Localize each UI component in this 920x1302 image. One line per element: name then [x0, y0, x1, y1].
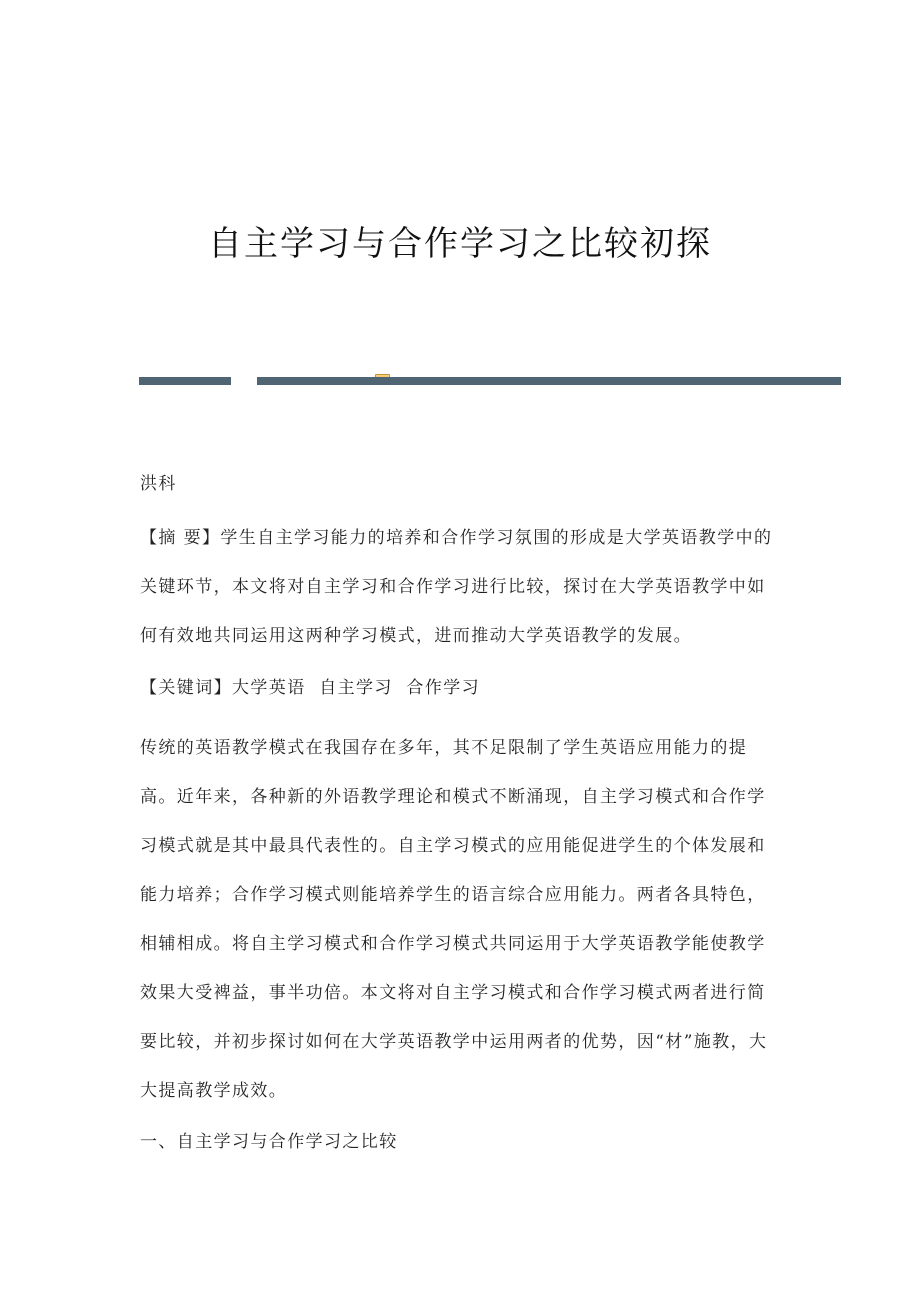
section-heading: 一、自主学习与合作学习之比较	[140, 1132, 398, 1152]
divider-bar-left	[139, 377, 231, 385]
keywords-label: 【关键词】	[140, 678, 232, 698]
keywords-text: 大学英语 自主学习 合作学习	[232, 678, 481, 698]
document-title: 自主学习与合作学习之比较初探	[208, 224, 712, 264]
author-name: 洪科	[140, 474, 177, 494]
divider-bar-right	[257, 377, 841, 385]
keywords-line	[140, 664, 780, 713]
abstract-paragraph	[140, 514, 780, 661]
abstract-label: 【摘 要】	[140, 528, 221, 548]
body-paragraph: 传统的英语教学模式在我国存在多年，其不足限制了学生英语应用能力的提高。近年来，各种新的外语教学理论和模式不断涌现，自主学习模式和合作学习模式就是其中最具代表性的。自主学习模式的应用能促进学生的个体发展和能力培养；合作学习模式则能培养学生的语言综合应用能力。两者各具特色，相辅相成。将自主学习模式和合作学习模式共同运用于大学英语教学能使教学效果大受裨益，事半功倍。本文将对自主学习模式和合作学习模式两者进行简要比较，并初步探讨如何在大学英语教学中运用两者的优势，因“材”施教，大大提高教学成效。	[140, 738, 768, 1101]
abstract-text: 学生自主学习能力的培养和合作学习氛围的形成是大学英语教学中的关键环节，本文将对自主学习和合作学习进行比较，探讨在大学英语教学中如何有效地共同运用这两种学习模式，进而推动大学英语教学的发展。	[140, 528, 773, 646]
title-divider	[139, 373, 841, 385]
